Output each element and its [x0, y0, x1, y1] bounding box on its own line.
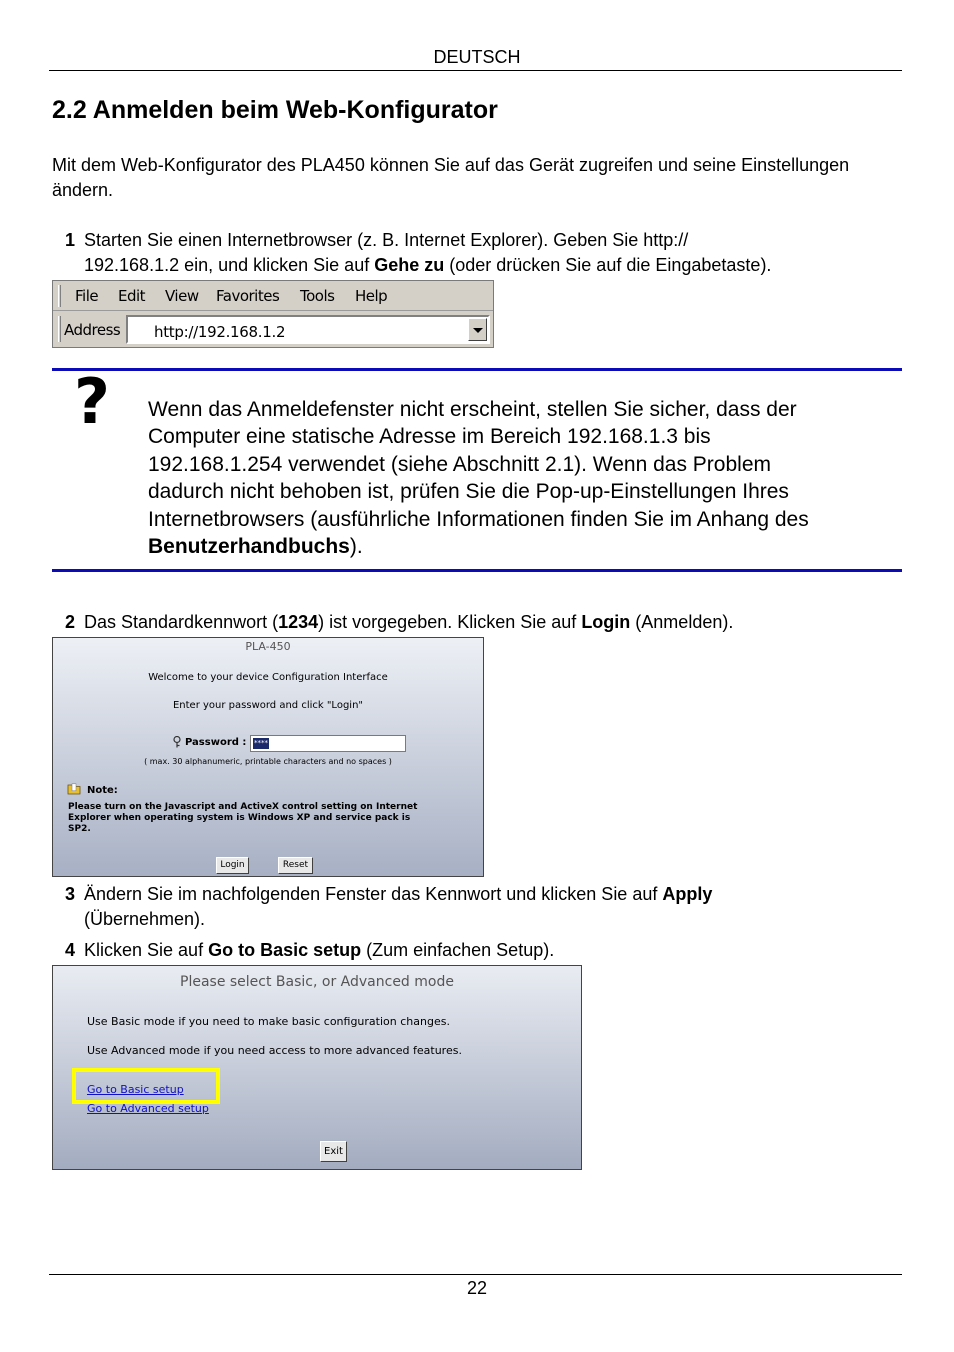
text-span: Das Standardkennwort ( — [84, 612, 279, 632]
toolbar-grip — [58, 316, 61, 342]
step-3-line-2: (Übernehmen). — [84, 909, 206, 929]
login-instruction: Enter your password and click "Login" — [172, 700, 364, 711]
bold-term: 1234 — [278, 612, 319, 632]
address-label: Address — [64, 321, 121, 339]
bold-term: Benutzerhandbuchs — [148, 535, 350, 559]
note-body — [68, 802, 468, 835]
menu-favorites[interactable]: Favorites — [216, 287, 280, 305]
menu-edit[interactable]: Edit — [118, 287, 146, 305]
bold-term: Go to Basic setup — [208, 940, 362, 960]
step-text — [84, 610, 733, 635]
reset-button[interactable]: Reset — [278, 857, 313, 874]
text-span: ) ist vorgegeben. Klicken Sie auf — [318, 612, 582, 632]
step-text — [84, 882, 712, 932]
page-number: 22 — [466, 1278, 488, 1298]
note-line: Internetbrowsers (ausführliche Informationen finden Sie im Anhang des — [148, 507, 809, 531]
browser-menu-bar — [53, 281, 493, 311]
step-number: 4 — [65, 940, 76, 960]
mode-title: Please select Basic, or Advanced mode — [180, 974, 454, 990]
step-text — [84, 938, 554, 963]
text-span: (oder drücken Sie auf die Eingabetaste). — [444, 255, 772, 275]
text-span: Ändern Sie im nachfolgenden Fenster das Kennwort und klicken Sie auf — [84, 884, 663, 904]
note-body-line: Please turn on the Javascript and ActiveX control setting on Internet — [68, 802, 418, 812]
toolbar-grip — [58, 285, 61, 307]
chevron-down-icon[interactable] — [468, 318, 487, 341]
address-bar — [53, 312, 493, 348]
note-title: Note: — [87, 785, 118, 796]
note-rule-bottom — [52, 569, 902, 572]
step-number: 1 — [65, 230, 76, 250]
address-input[interactable] — [126, 315, 490, 344]
welcome-text: Welcome to your device Configuration Interface — [148, 672, 388, 683]
go-to-basic-setup-link[interactable]: Go to Basic setup — [87, 1083, 184, 1096]
question-mark-icon: ? — [74, 365, 110, 438]
note-line-last — [148, 533, 888, 560]
bold-term: Login — [581, 612, 631, 632]
header-rule — [49, 70, 902, 71]
mode-select-screenshot — [52, 965, 582, 1170]
password-label: Password : — [185, 737, 247, 748]
address-value: http://192.168.1.2 — [154, 323, 286, 341]
note-body-line: Explorer when operating system is Windows XP and service pack is — [68, 813, 411, 823]
note-line: Computer eine statische Adresse im Bereich 192.168.1.3 bis — [148, 425, 711, 449]
text-span: ). — [349, 535, 363, 559]
text-span: (Zum einfachen Setup). — [361, 940, 555, 960]
password-hint: ( max. 30 alphanumeric, printable characters and no spaces ) — [144, 757, 392, 766]
login-button[interactable]: Login — [216, 857, 249, 874]
section-title: 2.2 Anmelden beim Web-Konfigurator — [52, 96, 498, 124]
menu-view[interactable]: View — [165, 287, 199, 305]
browser-toolbar-screenshot — [52, 280, 494, 348]
password-mask: **** — [254, 739, 268, 747]
product-name: PLA-450 — [245, 640, 291, 653]
step-number: 2 — [65, 612, 76, 632]
intro-paragraph: Mit dem Web-Konfigurator des PLA450 können Sie auf das Gerät zugreifen und seine Einstellungen ändern. — [52, 155, 850, 200]
menu-file[interactable]: File — [75, 287, 99, 305]
go-to-advanced-setup-link[interactable]: Go to Advanced setup — [87, 1102, 209, 1115]
step-number: 3 — [65, 884, 76, 904]
key-icon — [172, 736, 182, 748]
password-input[interactable] — [250, 735, 406, 752]
step-text — [84, 228, 771, 278]
exit-button[interactable]: Exit — [320, 1141, 347, 1162]
note-rule-top — [52, 368, 902, 371]
text-span: (Anmelden). — [630, 612, 734, 632]
note-text — [148, 396, 888, 560]
advanced-mode-description: Use Advanced mode if you need access to more advanced features. — [87, 1044, 462, 1057]
login-screen-screenshot — [52, 637, 484, 877]
menu-help[interactable]: Help — [355, 287, 388, 305]
basic-mode-description: Use Basic mode if you need to make basic configuration changes. — [87, 1015, 450, 1028]
note-line: 192.168.1.254 verwendet (siehe Abschnitt 2.1). Wenn das Problem — [148, 452, 771, 476]
note-body-line: SP2. — [68, 824, 91, 834]
text-span: 192.168.1.2 ein, und klicken Sie auf — [84, 255, 375, 275]
note-line: dadurch nicht behoben ist, prüfen Sie die Pop-up-Einstellungen Ihres — [148, 480, 789, 504]
bold-term: Apply — [662, 884, 713, 904]
text-span: Klicken Sie auf — [84, 940, 209, 960]
folder-icon — [67, 783, 81, 795]
footer-rule — [49, 1274, 902, 1275]
note-line: Wenn das Anmeldefenster nicht erscheint, stellen Sie sicher, dass der — [148, 398, 797, 421]
step-1-line-2 — [84, 253, 771, 278]
step-1-line-1: Starten Sie einen Internetbrowser (z. B. Internet Explorer). Geben Sie http:// — [84, 230, 689, 250]
step-3-line-1 — [84, 882, 712, 907]
menu-tools[interactable]: Tools — [300, 287, 335, 305]
page-header-language: DEUTSCH — [433, 47, 521, 67]
bold-term: Gehe zu — [374, 255, 445, 275]
